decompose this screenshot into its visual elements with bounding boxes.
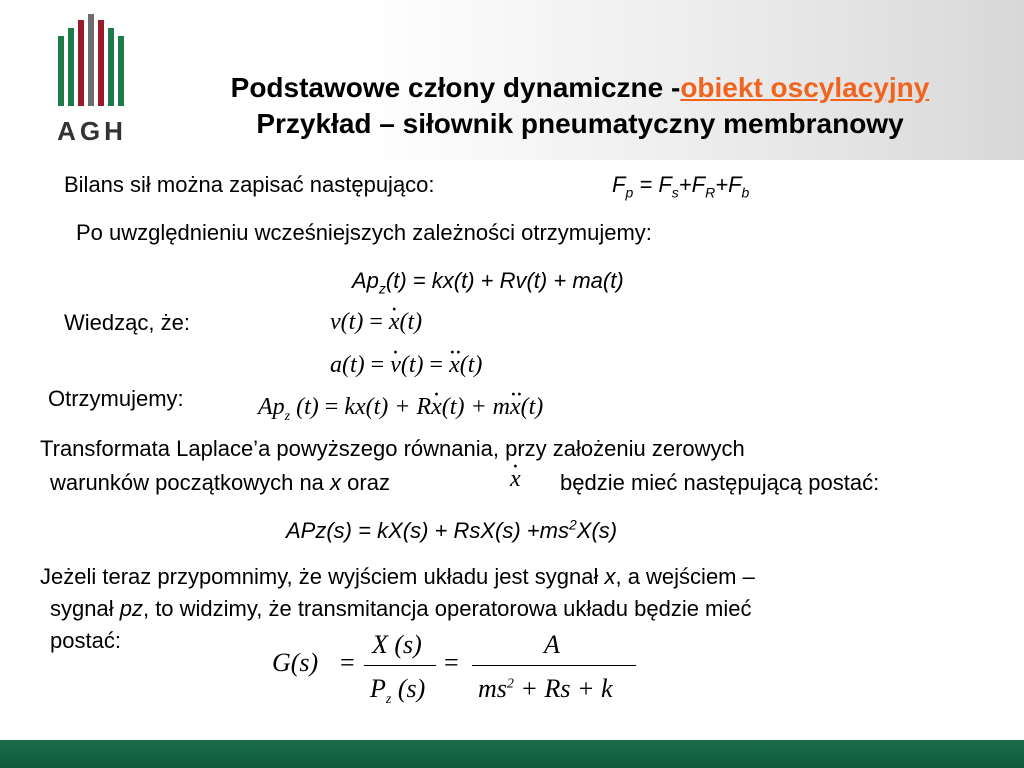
velocity-equation: v(t) = · x(t)	[330, 309, 422, 335]
fraction-bar-1	[364, 665, 436, 666]
logo-text: AGH	[57, 116, 127, 146]
slide-title	[140, 70, 1020, 142]
g-equals-2: =	[444, 648, 459, 677]
g-denominator-2: $ms^2 + Rs + k$	[478, 674, 613, 703]
title-accent-link[interactable]: obiekt oscylacyjny	[680, 72, 930, 103]
fraction-bar-2	[472, 665, 636, 666]
bilans-equation: $F_p = F_s+F_R+F_b$	[612, 172, 750, 201]
force-balance-equation: $Ap_z(t) = kx(t) + Rv(t) + ma(t)$	[352, 268, 624, 297]
transformata-line-2-end: będzie mieć następującą postać:	[560, 470, 880, 495]
otrzymujemy-text: Otrzymujemy:	[48, 386, 184, 411]
title-line-2: Przykład – siłownik pneumatyczny membranowy	[256, 108, 904, 139]
title-line-1	[140, 70, 1020, 106]
transformata-line-1: Transformata Laplace’a powyższego równania, przy założeniu zerowych	[40, 436, 745, 461]
laplace-equation: $APz(s) = kX(s) + RsX(s) +ms^2X(s)$	[286, 516, 618, 543]
title-prefix: Podstawowe człony dynamiczne -	[230, 72, 681, 103]
g-numerator-2: A	[544, 630, 560, 659]
g-equals-1: =	[340, 648, 355, 677]
po-uwzglednieniu-text: Po uwzględnieniu wcześniejszych zależności otrzymujemy:	[76, 220, 652, 245]
logo-bars	[56, 14, 126, 110]
footer-band	[0, 740, 1024, 768]
bilans-text: Bilans sił można zapisać następująco:	[64, 172, 435, 197]
g-numerator-1: X (s)	[372, 630, 422, 659]
agh-logo	[56, 14, 134, 150]
g-lhs: G(s)	[272, 648, 319, 677]
wiedzac-text: Wiedząc, że:	[64, 310, 190, 335]
g-denominator-1: $P_z$ (s)	[370, 674, 426, 708]
acceleration-equation: a(t) = · v(t) = ·· x(t)	[330, 352, 482, 378]
jezeli-line-3: postać:	[50, 628, 121, 653]
jezeli-line-2: sygnał pz, to widzimy, że transmitancja operatorowa układu będzie mieć	[50, 596, 752, 621]
motion-equation: $Ap_z$ (t) = kx(t) + R· x(t) + m·· x(t)	[258, 394, 543, 420]
jezeli-line-1: Jeżeli teraz przypomnimy, że wyjściem układu jest sygnał x, a wejściem –	[40, 564, 755, 589]
x-dot-symbol: · x	[510, 466, 521, 492]
transformata-line-2: warunków początkowych na x oraz	[50, 470, 390, 495]
